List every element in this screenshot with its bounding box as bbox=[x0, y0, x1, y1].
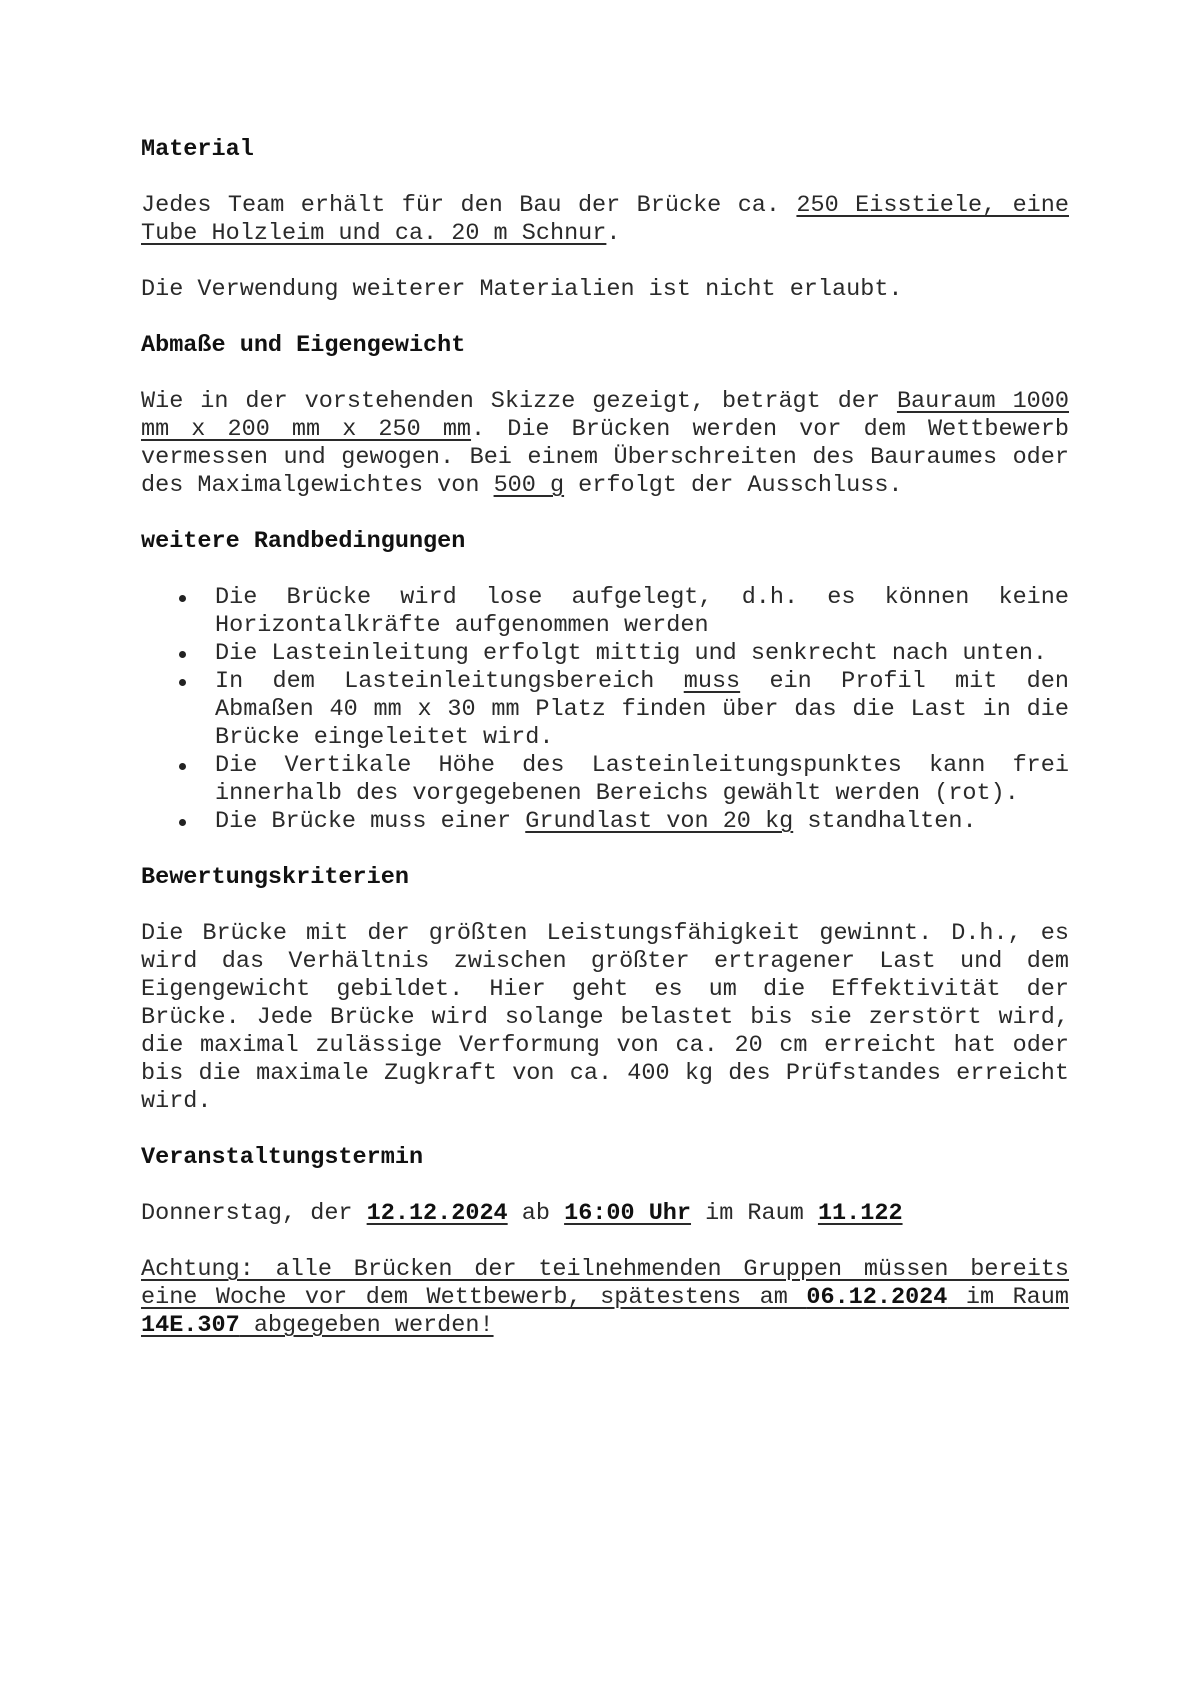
section-heading-abmasse: Abmaße und Eigengewicht bbox=[141, 332, 466, 359]
document-page bbox=[141, 136, 1069, 1368]
text-span: standhalten. bbox=[793, 808, 977, 835]
text-span: Donnerstag, der bbox=[141, 1200, 367, 1227]
event-room: 11.122 bbox=[817, 1200, 903, 1227]
list-item bbox=[215, 668, 1069, 752]
text-span: abgegeben werden! bbox=[239, 1312, 494, 1339]
underlined-max-weight: 500 g bbox=[493, 472, 565, 499]
section-heading-material: Material bbox=[141, 136, 254, 163]
text-span: Wie in der vorstehenden Skizze gezeigt, beträgt der bbox=[141, 388, 897, 415]
underlined-grundlast: Grundlast von 20 kg bbox=[525, 808, 794, 835]
text-span: . bbox=[606, 220, 621, 247]
underlined-bauraum: Bauraum 1000 mm x 200 mm x 250 mm bbox=[141, 388, 1069, 443]
text-span: Achtung: alle Brücken der teilnehmenden Gruppen müssen bereits eine Woche vor dem Wettbewerb, spätestens am bbox=[141, 1256, 1069, 1311]
termin-date-line bbox=[141, 1200, 1069, 1228]
submission-date: 06.12.2024 bbox=[806, 1284, 948, 1311]
underlined-muss: muss bbox=[683, 668, 741, 695]
underlined-material-list: 250 Eisstiele, eine Tube Holzleim und ca. 20 m Schnur bbox=[141, 192, 1069, 247]
text-span: Jedes Team erhält für den Bau der Brücke ca. bbox=[141, 192, 797, 219]
text-span: im Raum bbox=[947, 1284, 1069, 1311]
section-heading-bewertung: Bewertungskriterien bbox=[141, 864, 409, 891]
randbedingungen-list bbox=[141, 584, 1069, 836]
section-heading-randbedingungen: weitere Randbedingungen bbox=[141, 528, 466, 555]
abmasse-paragraph bbox=[141, 388, 1069, 500]
event-time: 16:00 Uhr bbox=[564, 1200, 692, 1227]
text-span: . Die Brücken werden vor dem Wettbewerb vermessen und gewogen. Bei einem Überschreiten des Bauraumes oder des Maximalgewichtes von bbox=[141, 416, 1069, 499]
bewertung-paragraph: Die Brücke mit der größten Leistungsfähigkeit gewinnt. D.h., es wird das Verhältnis zwischen größter ertragener Last und dem Eigengewicht gebildet. Hier geht es um die Effektivität der Brücke. Jede Brücke wird solange belastet bis sie zerstört wird, die maximal zulässige Verformung von ca. 20 cm erreicht hat oder bis die maximale Zugkraft von ca. 400 kg des Prüfstandes erreicht wird. bbox=[141, 920, 1069, 1115]
list-item bbox=[215, 808, 1069, 836]
section-heading-termin: Veranstaltungstermin bbox=[141, 1144, 424, 1171]
event-date: 12.12.2024 bbox=[366, 1200, 508, 1227]
submission-room: 14E.307 bbox=[141, 1312, 240, 1339]
material-paragraph-2: Die Verwendung weiterer Materialien ist nicht erlaubt. bbox=[141, 276, 903, 303]
material-paragraph-1 bbox=[141, 192, 1069, 248]
termin-notice bbox=[141, 1256, 1069, 1340]
text-span: Die Brücke muss einer bbox=[215, 808, 526, 835]
text-span: im Raum bbox=[691, 1200, 818, 1227]
text-span: ein Profil mit den Abmaßen 40 mm x 30 mm Platz finden über das die Last in die Brücke eingeleitet wird. bbox=[215, 668, 1069, 751]
list-item: Die Vertikale Höhe des Lasteinleitungspunktes kann frei innerhalb des vorgegebenen Bereichs gewählt werden (rot). bbox=[215, 752, 1069, 807]
text-span: In dem Lasteinleitungsbereich bbox=[215, 668, 684, 695]
text-span: erfolgt der Ausschluss. bbox=[564, 472, 903, 499]
text-span: ab bbox=[507, 1200, 565, 1227]
list-item: Die Brücke wird lose aufgelegt, d.h. es können keine Horizontalkräfte aufgenommen werden bbox=[215, 584, 1069, 639]
list-item: Die Lasteinleitung erfolgt mittig und senkrecht nach unten. bbox=[215, 640, 1069, 668]
